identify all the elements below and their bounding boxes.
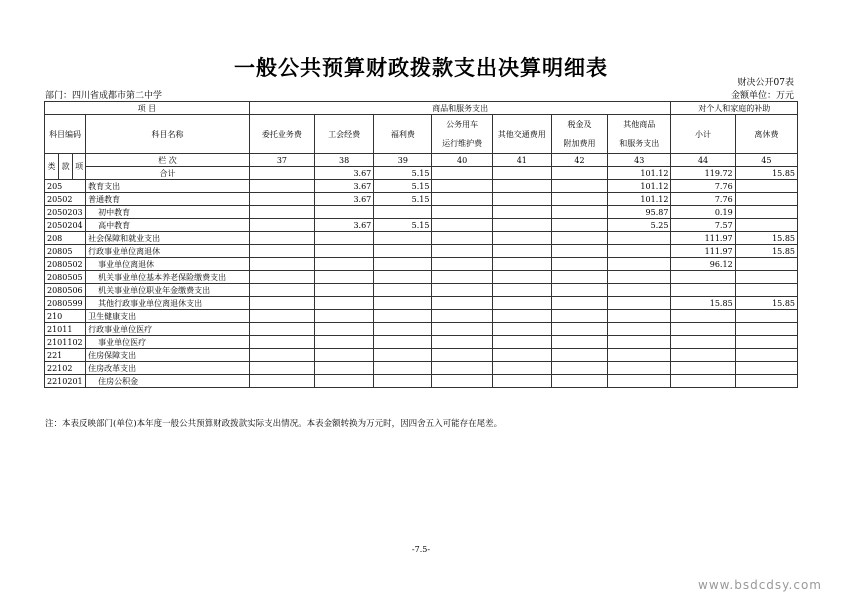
col-header: 公务用车 <box>432 115 492 135</box>
cell <box>374 206 432 219</box>
cell <box>551 167 607 180</box>
data-rows <box>45 180 798 388</box>
cell <box>249 284 314 297</box>
table-row <box>45 180 798 193</box>
cell <box>492 180 551 193</box>
table-row <box>45 284 798 297</box>
cell <box>671 349 735 362</box>
row-code: 20805 <box>45 245 86 258</box>
col-number: 43 <box>608 154 671 167</box>
cell <box>492 284 551 297</box>
row-name: 事业单位离退休 <box>86 258 250 271</box>
cell <box>315 336 374 349</box>
table-row <box>45 219 798 232</box>
cell <box>735 206 797 219</box>
row-name: 行政事业单位医疗 <box>86 323 250 336</box>
col-number: 42 <box>551 154 607 167</box>
cell <box>551 258 607 271</box>
cell <box>551 323 607 336</box>
cell <box>551 271 607 284</box>
cell <box>432 375 492 388</box>
row-name: 其他行政事业单位离退休支出 <box>86 297 250 310</box>
cell <box>374 336 432 349</box>
footnote: 注：本表反映部门(单位)本年度一般公共预算财政拨款实际支出情况。本表金额转换为万元时，因四舍五入可能存在尾差。 <box>45 419 503 429</box>
cell <box>374 271 432 284</box>
cell: 7.76 <box>671 180 735 193</box>
cell <box>315 284 374 297</box>
cell <box>432 232 492 245</box>
kuan-header: 款 <box>59 154 73 180</box>
cell <box>671 375 735 388</box>
col-header: 税金及 <box>551 115 607 135</box>
cell <box>735 375 797 388</box>
cell <box>432 336 492 349</box>
cell <box>671 336 735 349</box>
cell <box>315 206 374 219</box>
header-row-1 <box>45 102 798 115</box>
expenditure-table <box>44 101 798 388</box>
row-name: 高中教育 <box>86 219 250 232</box>
cell <box>432 284 492 297</box>
cell <box>551 232 607 245</box>
cell <box>735 258 797 271</box>
cell <box>608 336 671 349</box>
cell <box>608 375 671 388</box>
cell <box>249 310 314 323</box>
cell <box>249 180 314 193</box>
cell <box>735 180 797 193</box>
cell <box>608 271 671 284</box>
row-name: 住房公积金 <box>86 375 250 388</box>
cell <box>432 206 492 219</box>
cell <box>249 206 314 219</box>
cell <box>432 310 492 323</box>
unit-label: 金额单位：万元 <box>730 91 794 101</box>
total-label: 合计 <box>86 167 250 180</box>
cell <box>492 349 551 362</box>
cell <box>315 271 374 284</box>
table-row <box>45 258 798 271</box>
cell <box>432 167 492 180</box>
cell <box>249 375 314 388</box>
page-number: -7.5- <box>411 545 431 554</box>
cell <box>315 245 374 258</box>
row-name: 教育支出 <box>86 180 250 193</box>
cell <box>551 193 607 206</box>
cell <box>249 219 314 232</box>
cell <box>492 193 551 206</box>
cell: 3.67 <box>315 180 374 193</box>
cell: 5.15 <box>374 193 432 206</box>
cell: 101.12 <box>608 193 671 206</box>
row-code: 221 <box>45 349 86 362</box>
cell <box>492 336 551 349</box>
lanci-label: 栏 次 <box>86 154 250 167</box>
table-row <box>45 323 798 336</box>
cell: 5.15 <box>374 167 432 180</box>
cell: 15.85 <box>671 297 735 310</box>
table-row <box>45 271 798 284</box>
cell: 3.67 <box>315 193 374 206</box>
cell <box>671 284 735 297</box>
cell <box>735 310 797 323</box>
cell <box>492 271 551 284</box>
cell <box>374 349 432 362</box>
cell <box>492 297 551 310</box>
cell <box>432 245 492 258</box>
cell <box>374 362 432 375</box>
row-name: 行政事业单位离退休 <box>86 245 250 258</box>
cell <box>249 232 314 245</box>
col-number: 45 <box>735 154 797 167</box>
cell: 0.19 <box>671 206 735 219</box>
cell: 7.57 <box>671 219 735 232</box>
row-code: 2050204 <box>45 219 86 232</box>
cell <box>671 271 735 284</box>
col-number: 40 <box>432 154 492 167</box>
cell <box>374 245 432 258</box>
cell <box>671 310 735 323</box>
lanci-row <box>45 154 798 167</box>
cell: 101.12 <box>608 180 671 193</box>
table-row <box>45 232 798 245</box>
department-label: 部门：四川省成都市第二中学 <box>45 91 163 101</box>
row-name: 机关事业单位职业年金缴费支出 <box>86 284 250 297</box>
cell <box>374 323 432 336</box>
table-row <box>45 336 798 349</box>
row-code: 2080505 <box>45 271 86 284</box>
cell: 5.15 <box>374 219 432 232</box>
table-row <box>45 310 798 323</box>
cell <box>608 232 671 245</box>
cell <box>551 219 607 232</box>
cell <box>432 349 492 362</box>
cell <box>492 310 551 323</box>
cell: 101.12 <box>608 167 671 180</box>
col-number: 41 <box>492 154 551 167</box>
col-header: 离休费 <box>735 115 797 154</box>
form-number: 财决公开07表 <box>737 78 794 88</box>
cell <box>432 219 492 232</box>
cell <box>608 310 671 323</box>
cell: 3.67 <box>315 219 374 232</box>
cell <box>735 336 797 349</box>
lei-header: 类 <box>45 154 59 180</box>
row-code: 210 <box>45 310 86 323</box>
col-number: 39 <box>374 154 432 167</box>
cell <box>432 362 492 375</box>
cell <box>671 323 735 336</box>
cell: 15.85 <box>735 232 797 245</box>
row-name: 初中教育 <box>86 206 250 219</box>
cell <box>551 180 607 193</box>
cell: 95.87 <box>608 206 671 219</box>
cell <box>551 349 607 362</box>
cell <box>735 362 797 375</box>
cell <box>249 258 314 271</box>
cell <box>432 258 492 271</box>
row-code: 2050203 <box>45 206 86 219</box>
cell <box>315 297 374 310</box>
cell <box>735 219 797 232</box>
cell <box>551 297 607 310</box>
cell <box>551 206 607 219</box>
row-code: 2080502 <box>45 258 86 271</box>
cell: 3.67 <box>315 167 374 180</box>
cell <box>374 258 432 271</box>
cell <box>492 219 551 232</box>
cell <box>551 284 607 297</box>
cell <box>374 297 432 310</box>
cell <box>249 349 314 362</box>
page-title: 一般公共预算财政拨款支出决算明细表 <box>234 55 608 80</box>
cell <box>432 323 492 336</box>
cell <box>735 323 797 336</box>
cell <box>551 310 607 323</box>
cell <box>608 258 671 271</box>
cell <box>492 362 551 375</box>
name-header: 科目名称 <box>86 115 250 154</box>
cell <box>551 375 607 388</box>
col-header: 小计 <box>671 115 735 154</box>
table-row <box>45 349 798 362</box>
cell <box>249 362 314 375</box>
table-row <box>45 375 798 388</box>
col-header: 委托业务费 <box>249 115 314 154</box>
cell: 5.15 <box>374 180 432 193</box>
row-name: 住房保障支出 <box>86 349 250 362</box>
total-row <box>45 167 798 180</box>
row-name: 住房改革支出 <box>86 362 250 375</box>
cell <box>735 271 797 284</box>
row-code: 208 <box>45 232 86 245</box>
cell <box>249 271 314 284</box>
row-code: 205 <box>45 180 86 193</box>
col-number: 37 <box>249 154 314 167</box>
cell <box>249 323 314 336</box>
cell <box>249 336 314 349</box>
cell <box>551 245 607 258</box>
row-code: 22102 <box>45 362 86 375</box>
cell <box>492 323 551 336</box>
cell <box>492 232 551 245</box>
cell <box>432 193 492 206</box>
cell <box>551 336 607 349</box>
cell: 96.12 <box>671 258 735 271</box>
cell: 111.97 <box>671 245 735 258</box>
cell <box>735 284 797 297</box>
cell <box>315 323 374 336</box>
watermark: www.bsdcdsy.com <box>698 578 822 592</box>
cell: 15.85 <box>735 297 797 310</box>
table-row <box>45 362 798 375</box>
cell <box>608 349 671 362</box>
cell <box>249 297 314 310</box>
row-code: 2210201 <box>45 375 86 388</box>
cell <box>608 323 671 336</box>
cell <box>735 349 797 362</box>
cell <box>608 362 671 375</box>
row-code: 21011 <box>45 323 86 336</box>
row-name: 普通教育 <box>86 193 250 206</box>
cell <box>608 245 671 258</box>
row-name: 社会保障和就业支出 <box>86 232 250 245</box>
project-header: 项 目 <box>45 102 250 115</box>
col-header: 运行维护费 <box>432 134 492 154</box>
cell <box>315 349 374 362</box>
row-name: 机关事业单位基本养老保险缴费支出 <box>86 271 250 284</box>
table-row <box>45 193 798 206</box>
cell <box>249 167 314 180</box>
col-header: 工会经费 <box>315 115 374 154</box>
cell: 119.72 <box>671 167 735 180</box>
cell: 7.76 <box>671 193 735 206</box>
header-row-2 <box>45 115 798 135</box>
cell <box>492 206 551 219</box>
table-row <box>45 206 798 219</box>
row-code: 2080506 <box>45 284 86 297</box>
cell <box>432 180 492 193</box>
cell <box>492 167 551 180</box>
cell <box>492 375 551 388</box>
col-number: 44 <box>671 154 735 167</box>
cell <box>735 193 797 206</box>
cell <box>315 362 374 375</box>
col-header: 福利费 <box>374 115 432 154</box>
cell <box>551 362 607 375</box>
cell <box>249 193 314 206</box>
table-row <box>45 245 798 258</box>
cell <box>374 375 432 388</box>
row-name: 事业单位医疗 <box>86 336 250 349</box>
cell <box>374 232 432 245</box>
cell: 5.25 <box>608 219 671 232</box>
cell <box>249 245 314 258</box>
xiang-header: 项 <box>73 154 86 180</box>
cell <box>374 310 432 323</box>
code-header: 科目编码 <box>45 115 86 154</box>
cell: 15.85 <box>735 167 797 180</box>
col-header: 和服务支出 <box>608 134 671 154</box>
col-header: 附加费用 <box>551 134 607 154</box>
row-code: 20502 <box>45 193 86 206</box>
cell <box>608 284 671 297</box>
cell <box>432 271 492 284</box>
cell <box>492 258 551 271</box>
cell <box>315 310 374 323</box>
col-header: 其他交通费用 <box>492 115 551 154</box>
cell <box>608 297 671 310</box>
cell: 15.85 <box>735 245 797 258</box>
cell <box>315 258 374 271</box>
row-code: 2080599 <box>45 297 86 310</box>
col-header: 其他商品 <box>608 115 671 135</box>
cell <box>315 375 374 388</box>
cell <box>315 232 374 245</box>
cell <box>671 362 735 375</box>
cell <box>374 284 432 297</box>
cell <box>432 297 492 310</box>
family-subsidy-header: 对个人和家庭的补助 <box>671 102 798 115</box>
row-code: 2101102 <box>45 336 86 349</box>
cell: 111.97 <box>671 232 735 245</box>
goods-services-header: 商品和服务支出 <box>249 102 671 115</box>
table-row <box>45 297 798 310</box>
cell <box>492 245 551 258</box>
row-name: 卫生健康支出 <box>86 310 250 323</box>
col-number: 38 <box>315 154 374 167</box>
